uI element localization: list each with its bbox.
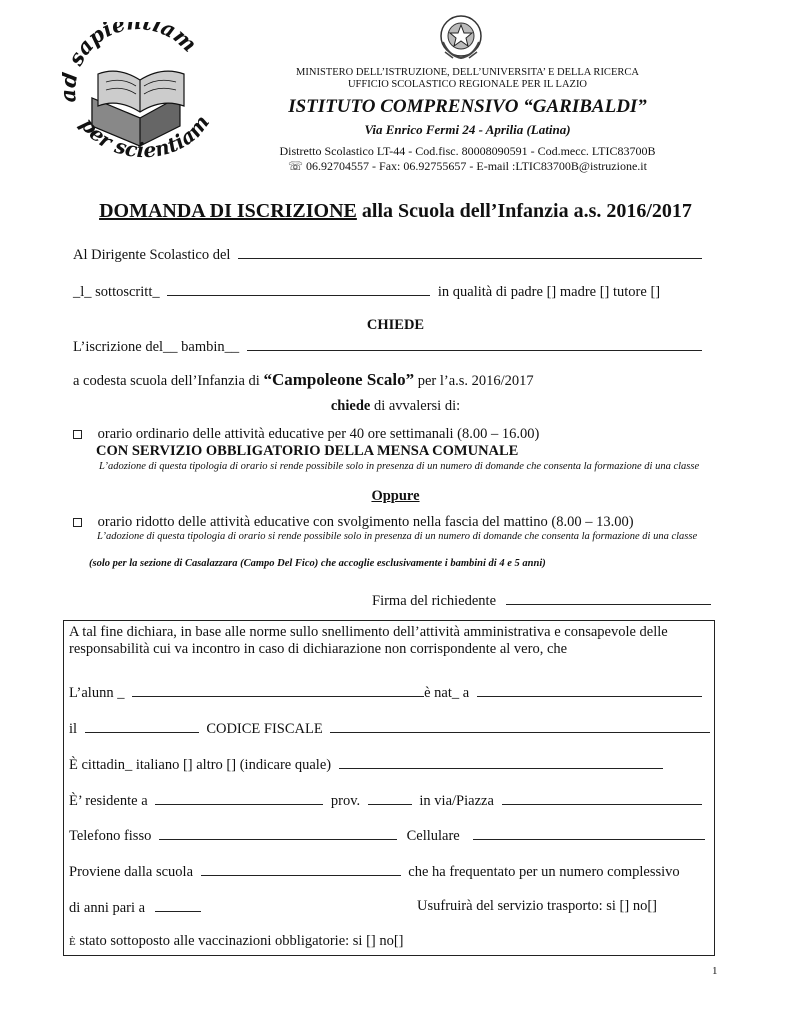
firma-field[interactable] <box>506 591 711 605</box>
scuola-provenienza-field[interactable] <box>201 862 401 876</box>
alunno-label: L’alunn _ <box>69 685 125 701</box>
codesta-line <box>73 370 534 390</box>
codesta-pre: a codesta scuola dell’Infanzia di <box>73 373 264 389</box>
nato-label: è nat_ a <box>424 685 470 701</box>
cellulare-field[interactable] <box>473 826 705 840</box>
oppure-label: Oppure <box>371 488 420 504</box>
il-label: il <box>69 721 78 737</box>
qualita-options[interactable]: in qualità di padre [] madre [] tutore [] <box>437 284 661 300</box>
chiede-avvalersi <box>0 398 791 415</box>
logo-text-top: sapie tiam <box>62 22 202 70</box>
codice-fiscale-label: CODICE FISCALE <box>206 721 323 737</box>
chiede-rest: di avvalersi di: <box>370 398 461 414</box>
school-name: ISTITUTO COMPRENSIVO “GARIBALDI” <box>288 96 647 117</box>
option-1-text: orario ordinario delle attività educative per 40 ore settimanali (8.00 – 16.00) <box>97 426 540 442</box>
prov-field[interactable] <box>368 791 412 805</box>
iscrizione-line <box>73 337 702 356</box>
decl-intro-1: A tal fine dichiara, in base alle norme sullo snellimento dell’attività amministrativa e consapevole delle <box>69 624 668 640</box>
anni-field[interactable] <box>155 898 201 912</box>
proviene-label: Proviene dalla scuola <box>69 864 194 880</box>
luogo-nascita-field[interactable] <box>477 683 702 697</box>
cittadinanza-line <box>69 755 663 774</box>
option-2-section-note: (solo per la sezione di Casalazzara (Campo Del Fico) che accoglie esclusivamente i bambini di 4 e 5 anni) <box>89 558 546 569</box>
via-field[interactable] <box>502 791 702 805</box>
vaccinazioni-line[interactable] <box>69 933 404 950</box>
alunno-field[interactable] <box>132 683 424 697</box>
option-1-note: L’adozione di questa tipologia di orario si rende possibile solo in presenza di un numero di domande che consenta la formazione di una classe <box>99 461 700 472</box>
sottoscritto-line <box>73 282 660 301</box>
telefono-line <box>69 826 705 845</box>
contact-line-2: ☏ 06.92704557 - Fax: 06.92755657 - E-mail :LTIC83700B@istruzione.it <box>288 159 647 173</box>
contact-line-1: Distretto Scolastico LT-44 - Cod.fisc. 80008090591 - Cod.mecc. LTIC83700B <box>279 144 656 158</box>
sottoscritto-field[interactable] <box>167 282 430 296</box>
cittadinanza-options[interactable]: È cittadin_ italiano [] altro [] (indicare quale) <box>69 757 332 773</box>
ministry-line-2: UFFICIO SCOLASTICO REGIONALE PER IL LAZIO <box>347 79 588 90</box>
residente-field[interactable] <box>155 791 323 805</box>
vaccinazioni-text: stato sottoposto alle vaccinazioni obbligatorie: si [] no[] <box>75 933 404 949</box>
option-2 <box>73 514 634 531</box>
option-1 <box>73 426 539 443</box>
alunno-line <box>69 683 702 702</box>
logo-text-bottom: per scientiam <box>75 110 215 163</box>
via-label: in via/Piazza <box>419 793 494 809</box>
telefono-field[interactable] <box>159 826 397 840</box>
nascita-cf-line <box>69 719 710 738</box>
option-2-checkbox[interactable] <box>73 518 82 527</box>
dirigente-field[interactable] <box>238 245 702 259</box>
decl-intro-2: responsabilità cui va incontro in caso di dichiarazione non corrispondente al vero, che <box>69 641 568 657</box>
option-2-text: orario ridotto delle attività educative con svolgimento nella fascia del mattino (8.00 – 13.00) <box>97 514 634 530</box>
firma-line <box>372 591 711 610</box>
school-logo <box>62 22 220 170</box>
iscrizione-label: L’iscrizione del__ bambin__ <box>73 339 240 355</box>
cittadinanza-altro-field[interactable] <box>339 755 663 769</box>
chiede-bold: chiede <box>330 398 371 414</box>
dirigente-label: Al Dirigente Scolastico del <box>73 247 231 263</box>
bambino-field[interactable] <box>247 337 702 351</box>
telefono-label: Telefono fisso <box>69 828 152 844</box>
page-number: 1 <box>712 965 718 977</box>
ministry-line-1: MINISTERO DELL’ISTRUZIONE, DELL’UNIVERSITA’ E DELLA RICERCA <box>296 67 639 78</box>
sottoscritto-label: _l_ sottoscritt_ <box>73 284 160 300</box>
page-title <box>0 200 791 223</box>
republic-emblem-icon <box>437 12 485 62</box>
prov-label: prov. <box>330 793 361 809</box>
codesta-post: per l’a.s. 2016/2017 <box>414 373 534 389</box>
firma-label: Firma del richiedente <box>372 593 497 609</box>
residente-label: È’ residente a <box>69 793 148 809</box>
school-address: Via Enrico Fermi 24 - Aprilia (Latina) <box>364 122 571 137</box>
anni-line <box>69 898 201 917</box>
chiede-heading: CHIEDE <box>366 317 425 333</box>
residenza-line <box>69 791 702 810</box>
school-plesso-name: “Campoleone Scalo” <box>263 370 415 389</box>
title-underlined: DOMANDA DI ISCRIZIONE <box>99 200 357 222</box>
trasporto-options[interactable]: Usufruirà del servizio trasporto: si [] no[] <box>417 898 657 914</box>
data-nascita-field[interactable] <box>85 719 199 733</box>
title-rest: alla Scuola dell’Infanzia a.s. 2016/2017 <box>356 200 692 222</box>
vaccinazioni-e: È <box>69 936 76 948</box>
frequentato-label: che ha frequentato per un numero complessivo <box>408 864 680 880</box>
codice-fiscale-field[interactable] <box>330 719 710 733</box>
cellulare-label: Cellulare <box>406 828 460 844</box>
dirigente-line <box>73 245 702 264</box>
anni-label: di anni pari a <box>69 900 146 916</box>
option-1-checkbox[interactable] <box>73 430 82 439</box>
option-1-mensa: CON SERVIZIO OBBLIGATORIO DELLA MENSA COMUNALE <box>96 443 519 459</box>
proviene-line <box>69 862 680 881</box>
option-2-note: L’adozione di questa tipologia di orario si rende possibile solo in presenza di un numero di domande che consenta la formazione di una classe <box>97 531 698 542</box>
